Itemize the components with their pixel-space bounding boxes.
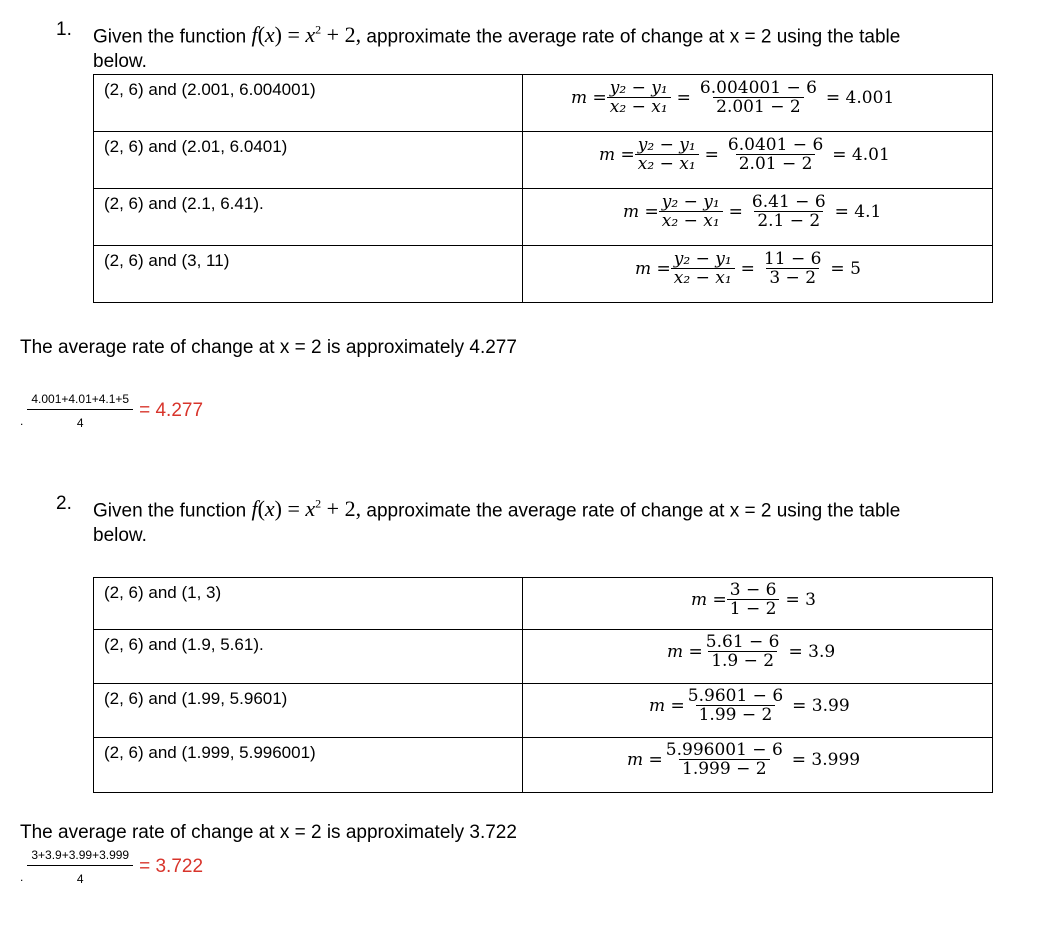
slope-formula: m = $\frac{3 - 6}{1 - 2}$ = 3 — [691, 580, 816, 619]
table-row — [94, 684, 993, 738]
slope-result: = 4.1 — [834, 201, 882, 222]
problem-2-text-after: approximate the average rate of change at x = 2 using the table — [366, 500, 901, 522]
problem-1-number: 1. — [56, 19, 72, 40]
slope-formula: m = $\frac{\text{y₂ − y₁}}{\text{x₂ − x₁}}$ = $\frac{6.41 - 6}{2.1 - 2}$ = 4.1 — [623, 192, 882, 231]
problem-1-statement — [93, 14, 900, 53]
problem-1-function: $f(x) = x^2 + 2$, — [251, 22, 362, 48]
slope-result: = 3.9 — [788, 641, 836, 662]
slope-result: = 3 — [785, 589, 816, 610]
table-row — [94, 189, 993, 246]
slope-formula: m = $\frac{5.61 - 6}{1.9 - 2}$ = 3.9 — [667, 632, 836, 671]
points-cell: (2, 6) and (2.001, 6.004001) — [104, 80, 316, 99]
average-result: = 4.277 — [139, 400, 204, 421]
problem-1-summary: The average rate of change at x = 2 is approximately 4.277 — [20, 337, 517, 358]
problem-2-function: $f(x) = x^2 + 2$, — [251, 496, 362, 522]
slope-formula: m = $\frac{5.996001 - 6}{1.999 - 2}$ = 3.999 — [627, 740, 861, 779]
slope-formula: m = $\frac{\text{y₂ − y₁}}{\text{x₂ − x₁}}$ = $\frac{6.0401 - 6}{2.01 - 2}$ = 4.01 — [599, 135, 890, 174]
problem-1-table — [93, 74, 993, 303]
problem-1-text-before: Given the function — [93, 26, 247, 48]
points-cell: (2, 6) and (3, 11) — [104, 251, 230, 270]
problem-1-average-calc: . $\frac{4.001+4.01+4.1+5}{4}$ = 4.277 — [20, 392, 204, 430]
problem-1-text-line2: below. — [93, 51, 147, 72]
table-row — [94, 630, 993, 684]
points-cell: (2, 6) and (1.9, 5.61). — [104, 635, 264, 654]
problem-2-average-calc: . $\frac{3+3.9+3.99+3.999}{4}$ = 3.722 — [20, 848, 204, 886]
table-row — [94, 738, 993, 793]
slope-formula: m = $\frac{\text{y₂ − y₁}}{\text{x₂ − x₁}}$ = $\frac{11 - 6}{3 - 2}$ = 5 — [635, 249, 861, 288]
slope-result: = 3.999 — [791, 749, 861, 770]
problem-2-number: 2. — [56, 493, 72, 514]
points-cell: (2, 6) and (2.01, 6.0401) — [104, 137, 288, 156]
table-row — [94, 75, 993, 132]
average-fraction: $\frac{3+3.9+3.99+3.999}{4}$ — [29, 848, 131, 886]
points-cell: (2, 6) and (1.99, 5.9601) — [104, 689, 288, 708]
points-cell: (2, 6) and (1, 3) — [104, 583, 222, 602]
problem-2-text-before: Given the function — [93, 500, 247, 522]
slope-result: = 5 — [830, 258, 861, 279]
slope-result: = 4.001 — [825, 87, 895, 108]
table-row — [94, 578, 993, 630]
slope-formula: m = $\frac{\text{y₂ − y₁}}{\text{x₂ − x₁}}$ = $\frac{6.004001 - 6}{2.001 - 2}$ = 4.001 — [571, 78, 895, 117]
problem-2-table — [93, 577, 993, 793]
slope-result: = 3.99 — [792, 695, 850, 716]
table-row — [94, 132, 993, 189]
problem-2-statement — [93, 488, 900, 527]
problem-2-text-line2: below. — [93, 525, 147, 546]
table-row — [94, 246, 993, 303]
points-cell: (2, 6) and (2.1, 6.41). — [104, 194, 264, 213]
points-cell: (2, 6) and (1.999, 5.996001) — [104, 743, 316, 762]
slope-result: = 4.01 — [832, 144, 890, 165]
average-fraction: $\frac{4.001+4.01+4.1+5}{4}$ — [29, 392, 131, 430]
average-result: = 3.722 — [139, 856, 204, 877]
problem-1-text-after: approximate the average rate of change at x = 2 using the table — [366, 26, 901, 48]
problem-2-summary: The average rate of change at x = 2 is approximately 3.722 — [20, 822, 517, 843]
slope-formula: m = $\frac{5.9601 - 6}{1.99 - 2}$ = 3.99 — [649, 686, 850, 725]
